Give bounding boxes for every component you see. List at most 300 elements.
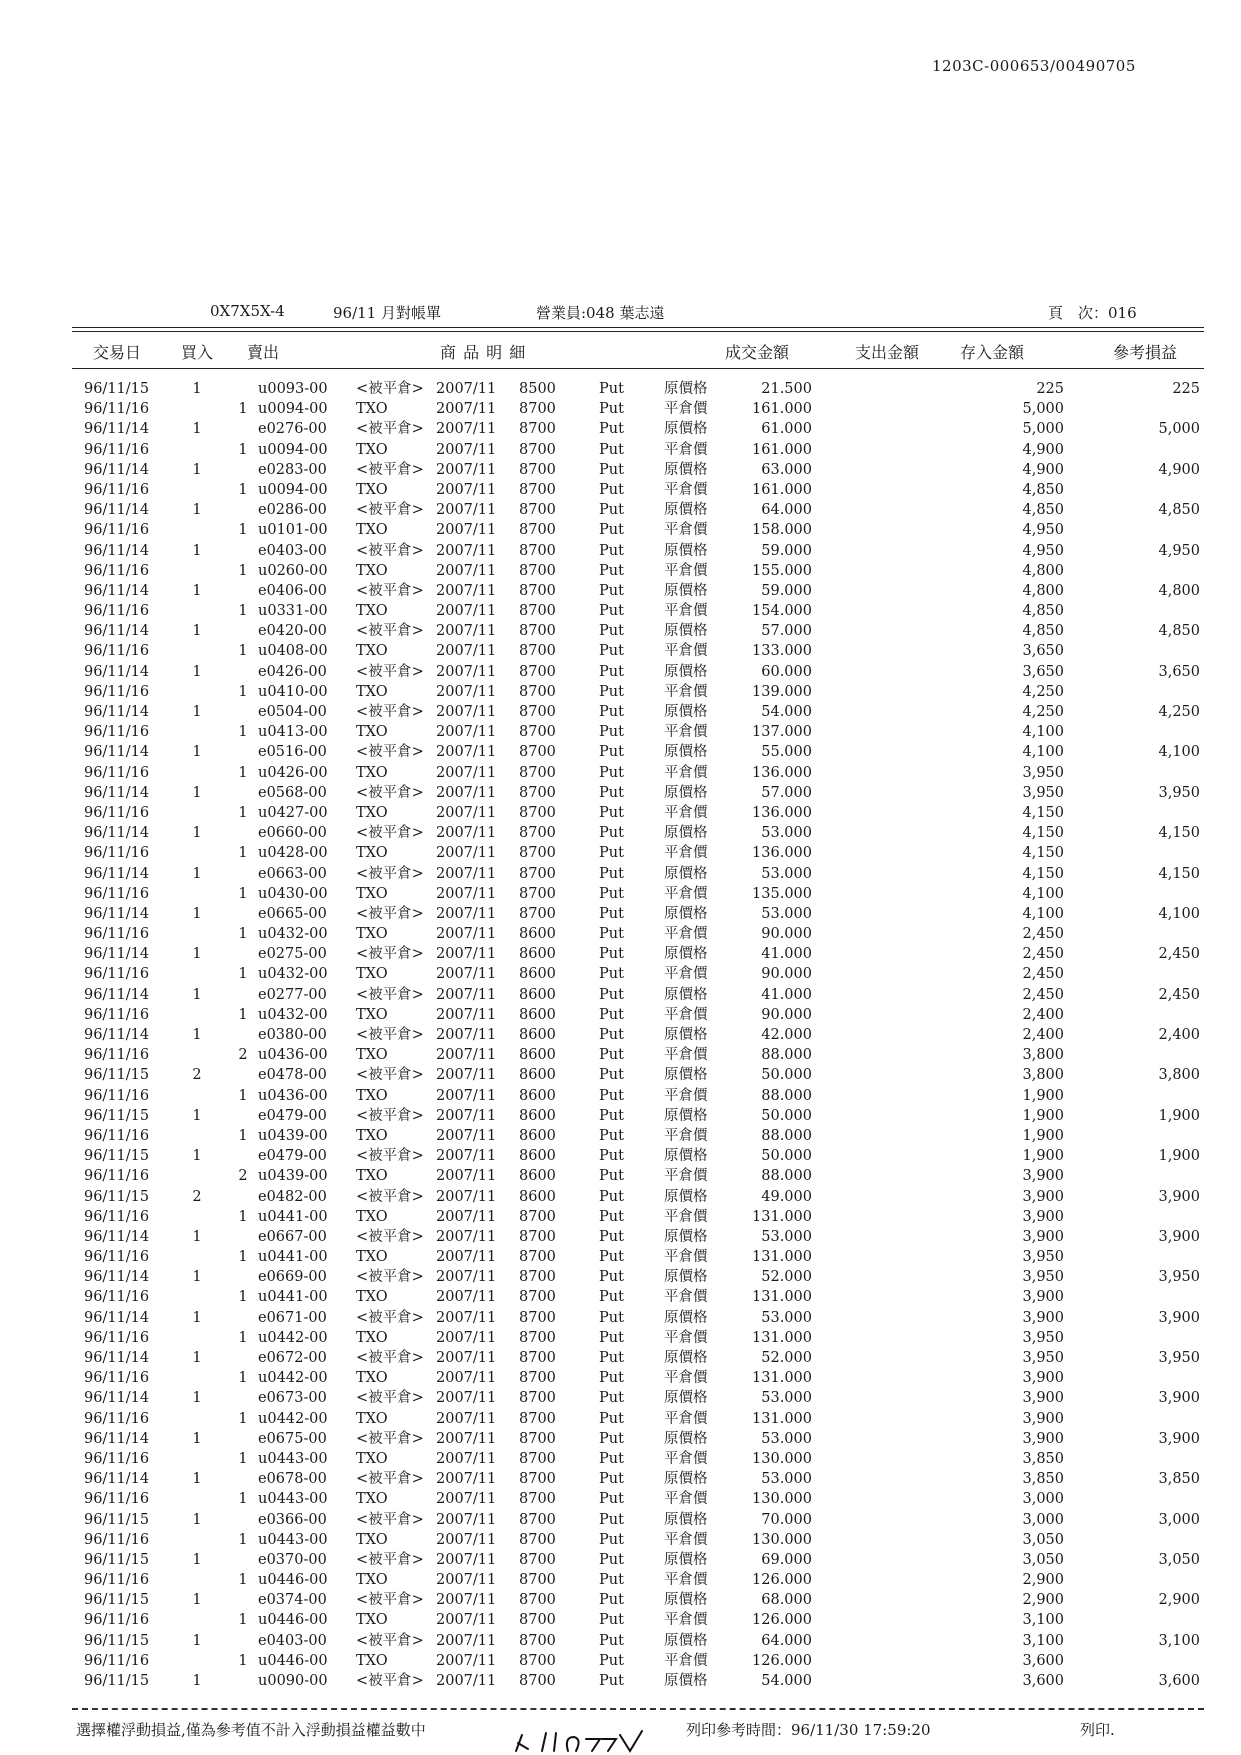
order-code: e0478-00: [258, 1067, 327, 1084]
strike-price: 8700: [519, 582, 556, 599]
deposit-amount: 4,150: [1022, 804, 1064, 821]
contract-month: 2007/11: [436, 966, 497, 983]
trade-date: 96/11/16: [84, 1612, 150, 1629]
strike-price: 8700: [519, 1289, 556, 1306]
trade-price: 55.000: [761, 744, 812, 761]
table-row: [0, 1086, 1241, 1106]
sell-qty: 1: [238, 764, 248, 781]
reference-pnl: 4,150: [1158, 865, 1200, 882]
trade-price: 155.000: [752, 562, 812, 579]
price-label: 原價格: [664, 744, 708, 761]
table-row: [0, 1005, 1241, 1025]
strike-price: 8700: [519, 441, 556, 458]
table-row: [0, 1409, 1241, 1429]
order-code: u0446-00: [258, 1652, 328, 1669]
strike-price: 8700: [519, 704, 556, 720]
trade-price: 57.000: [761, 784, 812, 801]
reference-pnl: 2,450: [1158, 986, 1200, 1003]
trade-price: 161.000: [752, 401, 812, 418]
order-code: e0675-00: [258, 1430, 327, 1447]
price-label: 原價格: [664, 1673, 708, 1689]
reference-pnl: 2,400: [1158, 1027, 1200, 1043]
trade-price: 90.000: [761, 966, 812, 983]
price-label: 原價格: [664, 784, 708, 801]
trade-price: 154.000: [752, 603, 812, 620]
contract-month: 2007/11: [436, 1249, 497, 1266]
price-label: 平倉價: [664, 845, 708, 862]
product-tag: TXO: [356, 966, 388, 983]
option-type: Put: [599, 1208, 624, 1225]
option-type: Put: [599, 1410, 624, 1427]
trade-price: 131.000: [752, 1289, 812, 1306]
contract-month: 2007/11: [436, 1370, 497, 1387]
contract-month: 2007/11: [436, 562, 497, 579]
trade-date: 96/11/14: [84, 542, 150, 559]
trade-date: 96/11/16: [84, 724, 150, 741]
trade-price: 53.000: [761, 1430, 812, 1447]
col-trade-date: 交易日: [93, 343, 142, 362]
trade-date: 96/11/16: [84, 804, 150, 821]
contract-month: 2007/11: [436, 1289, 497, 1306]
reference-pnl: 3,900: [1158, 1228, 1200, 1245]
option-type: Put: [599, 603, 624, 620]
column-headers: [0, 340, 1241, 362]
price-label: 原價格: [664, 663, 708, 680]
sell-qty: 1: [238, 1329, 248, 1346]
table-row: [0, 1287, 1241, 1307]
deposit-amount: 4,950: [1022, 542, 1064, 559]
option-type: Put: [599, 1067, 624, 1084]
price-label: 平倉價: [664, 481, 708, 498]
option-type: Put: [599, 865, 624, 882]
strike-price: 8700: [519, 542, 556, 559]
product-tag: TXO: [356, 764, 388, 781]
contract-month: 2007/11: [436, 946, 497, 963]
price-label: 平倉價: [664, 562, 708, 579]
trade-price: 59.000: [761, 542, 812, 559]
contract-month: 2007/11: [436, 784, 497, 801]
price-label: 平倉價: [664, 1572, 708, 1589]
product-tag: TXO: [356, 724, 388, 741]
trade-date: 96/11/16: [84, 1329, 150, 1346]
order-code: u0442-00: [258, 1410, 328, 1427]
product-tag: <被平倉>: [356, 542, 424, 559]
table-row: [0, 682, 1241, 702]
contract-month: 2007/11: [436, 1329, 497, 1346]
trade-date: 96/11/14: [84, 1269, 150, 1286]
strike-price: 8700: [519, 1592, 556, 1609]
reference-pnl: 3,900: [1158, 1430, 1200, 1447]
order-code: e0663-00: [258, 865, 327, 882]
page-number: 頁 次：016: [1048, 304, 1137, 322]
price-label: 平倉價: [664, 683, 708, 700]
contract-month: 2007/11: [436, 1107, 497, 1124]
buy-qty: 1: [192, 825, 202, 842]
reference-pnl: 4,800: [1158, 582, 1200, 599]
trade-price: 54.000: [761, 704, 812, 720]
contract-month: 2007/11: [436, 582, 497, 599]
print-time: 列印參考時間：96/11/30 17:59:20: [686, 1721, 931, 1739]
table-row: [0, 823, 1241, 843]
option-type: Put: [599, 1592, 624, 1609]
contract-month: 2007/11: [436, 845, 497, 862]
price-label: 原價格: [664, 542, 708, 559]
price-label: 原價格: [664, 582, 708, 599]
trade-price: 136.000: [752, 845, 812, 862]
contract-month: 2007/11: [436, 401, 497, 418]
trade-price: 53.000: [761, 1471, 812, 1488]
strike-price: 8600: [519, 1006, 556, 1023]
trade-price: 88.000: [761, 1087, 812, 1104]
strike-price: 8700: [519, 744, 556, 761]
sell-qty: 2: [238, 1047, 248, 1064]
trade-date: 96/11/14: [84, 623, 150, 640]
trade-date: 96/11/16: [84, 1531, 150, 1548]
buy-qty: 1: [192, 663, 202, 680]
order-code: e0286-00: [258, 502, 327, 519]
order-code: u0446-00: [258, 1572, 328, 1589]
trade-price: 53.000: [761, 1228, 812, 1245]
product-tag: TXO: [356, 562, 388, 579]
option-type: Put: [599, 885, 624, 902]
strike-price: 8700: [519, 1390, 556, 1407]
table-row: [0, 662, 1241, 682]
deposit-amount: 3,800: [1022, 1067, 1064, 1084]
contract-month: 2007/11: [436, 1269, 497, 1286]
order-code: u0439-00: [258, 1168, 328, 1185]
option-type: Put: [599, 1471, 624, 1488]
buy-qty: 1: [192, 784, 202, 801]
reference-pnl: 4,850: [1158, 623, 1200, 640]
trade-price: 126.000: [752, 1652, 812, 1669]
order-code: e0276-00: [258, 421, 327, 438]
table-row: [0, 985, 1241, 1005]
product-tag: <被平倉>: [356, 1309, 424, 1326]
product-tag: TXO: [356, 885, 388, 902]
strike-price: 8600: [519, 1127, 556, 1144]
strike-price: 8700: [519, 865, 556, 882]
price-label: 原價格: [664, 704, 708, 720]
table-row: [0, 1328, 1241, 1348]
trade-date: 96/11/14: [84, 1430, 150, 1447]
deposit-amount: 3,950: [1022, 764, 1064, 781]
deposit-amount: 4,100: [1022, 905, 1064, 922]
trade-date: 96/11/16: [84, 441, 150, 458]
price-label: 平倉價: [664, 1168, 708, 1185]
table-row: [0, 1267, 1241, 1287]
contract-month: 2007/11: [436, 542, 497, 559]
option-type: Put: [599, 1168, 624, 1185]
price-label: 平倉價: [664, 804, 708, 821]
product-tag: <被平倉>: [356, 905, 424, 922]
trade-date: 96/11/16: [84, 845, 150, 862]
table-row: [0, 1308, 1241, 1328]
trade-price: 90.000: [761, 1006, 812, 1023]
trade-price: 133.000: [752, 643, 812, 660]
product-tag: TXO: [356, 603, 388, 620]
order-code: e0420-00: [258, 623, 327, 640]
product-tag: <被平倉>: [356, 623, 424, 640]
deposit-amount: 3,000: [1022, 1491, 1064, 1508]
price-label: 原價格: [664, 1592, 708, 1609]
deposit-amount: 3,650: [1022, 663, 1064, 680]
price-label: 原價格: [664, 1511, 708, 1528]
order-code: e0671-00: [258, 1309, 327, 1326]
order-code: e0673-00: [258, 1390, 327, 1407]
trade-date: 96/11/16: [84, 1450, 150, 1467]
order-code: u0442-00: [258, 1370, 328, 1387]
trade-date: 96/11/16: [84, 885, 150, 902]
option-type: Put: [599, 1309, 624, 1326]
deposit-amount: 5,000: [1022, 421, 1064, 438]
strike-price: 8500: [519, 381, 556, 397]
order-code: u0436-00: [258, 1047, 328, 1064]
table-row: [0, 1227, 1241, 1247]
trade-price: 126.000: [752, 1612, 812, 1629]
table-row: [0, 1429, 1241, 1449]
product-tag: TXO: [356, 683, 388, 700]
order-code: u0260-00: [258, 562, 328, 579]
option-type: Put: [599, 926, 624, 943]
price-label: 原價格: [664, 1309, 708, 1326]
product-tag: TXO: [356, 441, 388, 458]
product-tag: <被平倉>: [356, 1269, 424, 1286]
table-row: [0, 1106, 1241, 1126]
contract-month: 2007/11: [436, 1592, 497, 1609]
order-code: u0101-00: [258, 522, 328, 539]
strike-price: 8600: [519, 1168, 556, 1185]
sell-qty: 1: [238, 1612, 248, 1629]
order-code: u0428-00: [258, 845, 328, 862]
option-type: Put: [599, 421, 624, 438]
option-type: Put: [599, 946, 624, 963]
trade-price: 88.000: [761, 1127, 812, 1144]
contract-month: 2007/11: [436, 1531, 497, 1548]
contract-month: 2007/11: [436, 885, 497, 902]
option-type: Put: [599, 1491, 624, 1508]
table-row: [0, 1469, 1241, 1489]
sell-qty: 1: [238, 522, 248, 539]
order-code: u0094-00: [258, 481, 328, 498]
deposit-amount: 3,900: [1022, 1430, 1064, 1447]
product-tag: TXO: [356, 401, 388, 418]
price-label: 平倉價: [664, 1047, 708, 1064]
order-code: e0426-00: [258, 663, 327, 680]
table-row: [0, 884, 1241, 904]
trade-date: 96/11/16: [84, 1249, 150, 1266]
option-type: Put: [599, 1551, 624, 1568]
contract-month: 2007/11: [436, 986, 497, 1003]
header-rule-top: [72, 327, 1204, 332]
price-label: 平倉價: [664, 1491, 708, 1508]
trade-price: 131.000: [752, 1370, 812, 1387]
deposit-amount: 3,600: [1022, 1652, 1064, 1669]
strike-price: 8700: [519, 1612, 556, 1629]
trade-date: 96/11/14: [84, 744, 150, 761]
trade-date: 96/11/16: [84, 603, 150, 620]
sell-qty: 1: [238, 1208, 248, 1225]
buy-qty: 1: [192, 1551, 202, 1568]
strike-price: 8700: [519, 421, 556, 438]
product-tag: TXO: [356, 845, 388, 862]
table-row: [0, 480, 1241, 500]
trade-price: 131.000: [752, 1249, 812, 1266]
trade-date: 96/11/16: [84, 1047, 150, 1064]
price-label: 原價格: [664, 825, 708, 842]
price-label: 平倉價: [664, 603, 708, 620]
option-type: Put: [599, 643, 624, 660]
buy-qty: 1: [192, 865, 202, 882]
col-buy: 買入: [181, 343, 214, 362]
strike-price: 8700: [519, 1551, 556, 1568]
strike-price: 8700: [519, 1531, 556, 1548]
reference-pnl: 2,900: [1158, 1592, 1200, 1609]
contract-month: 2007/11: [436, 905, 497, 922]
strike-price: 8700: [519, 764, 556, 781]
deposit-amount: 2,450: [1022, 926, 1064, 943]
strike-price: 8600: [519, 1107, 556, 1124]
buy-qty: 1: [192, 1430, 202, 1447]
product-tag: <被平倉>: [356, 744, 424, 761]
option-type: Put: [599, 1652, 624, 1669]
table-row: [0, 1550, 1241, 1570]
buy-qty: 1: [192, 744, 202, 761]
sell-qty: 1: [238, 481, 248, 498]
order-code: e0479-00: [258, 1148, 327, 1165]
contract-month: 2007/11: [436, 663, 497, 680]
strike-price: 8700: [519, 724, 556, 741]
option-type: Put: [599, 1531, 624, 1548]
trade-date: 96/11/15: [84, 1148, 150, 1165]
table-row: [0, 1207, 1241, 1227]
trade-price: 59.000: [761, 582, 812, 599]
option-type: Put: [599, 1370, 624, 1387]
product-tag: <被平倉>: [356, 421, 424, 438]
reference-pnl: 4,950: [1158, 542, 1200, 559]
product-tag: <被平倉>: [356, 1471, 424, 1488]
order-code: u0443-00: [258, 1491, 328, 1508]
option-type: Put: [599, 704, 624, 720]
contract-month: 2007/11: [436, 481, 497, 498]
product-tag: <被平倉>: [356, 1673, 424, 1689]
contract-month: 2007/11: [436, 623, 497, 640]
order-code: u0410-00: [258, 683, 328, 700]
price-label: 平倉價: [664, 1329, 708, 1346]
table-row: [0, 1045, 1241, 1065]
product-tag: <被平倉>: [356, 1511, 424, 1528]
trade-date: 96/11/16: [84, 1652, 150, 1669]
product-tag: TXO: [356, 1491, 388, 1508]
order-code: u0432-00: [258, 1006, 328, 1023]
option-type: Put: [599, 825, 624, 842]
option-type: Put: [599, 1390, 624, 1407]
product-tag: TXO: [356, 1370, 388, 1387]
trade-date: 96/11/14: [84, 421, 150, 438]
product-tag: TXO: [356, 1087, 388, 1104]
header-rule-bottom: [72, 368, 1204, 369]
strike-price: 8600: [519, 1188, 556, 1205]
trade-price: 53.000: [761, 825, 812, 842]
trade-price: 69.000: [761, 1551, 812, 1568]
trade-date: 96/11/16: [84, 1572, 150, 1589]
strike-price: 8700: [519, 1471, 556, 1488]
order-code: u0430-00: [258, 885, 328, 902]
trade-price: 21.500: [761, 381, 812, 397]
contract-month: 2007/11: [436, 1551, 497, 1568]
strike-price: 8700: [519, 1673, 556, 1689]
order-code: u0441-00: [258, 1208, 328, 1225]
strike-price: 8700: [519, 1430, 556, 1447]
reference-pnl: 3,100: [1158, 1632, 1200, 1649]
order-code: e0665-00: [258, 905, 327, 922]
deposit-amount: 4,150: [1022, 825, 1064, 842]
deposit-amount: 3,950: [1022, 784, 1064, 801]
option-type: Put: [599, 1087, 624, 1104]
table-row: [0, 500, 1241, 520]
strike-price: 8700: [519, 461, 556, 478]
strike-price: 8700: [519, 1652, 556, 1669]
deposit-amount: 4,900: [1022, 461, 1064, 478]
order-code: u0331-00: [258, 603, 328, 620]
handwritten-mark: [512, 1721, 652, 1755]
strike-price: 8600: [519, 1087, 556, 1104]
trade-price: 42.000: [761, 1027, 812, 1043]
deposit-amount: 2,900: [1022, 1572, 1064, 1589]
trade-price: 161.000: [752, 481, 812, 498]
deposit-amount: 4,850: [1022, 502, 1064, 519]
col-deposit-amount: 存入金額: [960, 343, 1025, 362]
strike-price: 8700: [519, 603, 556, 620]
price-label: 原價格: [664, 1551, 708, 1568]
order-code: u0427-00: [258, 804, 328, 821]
reference-pnl: 5,000: [1158, 421, 1200, 438]
trade-date: 96/11/14: [84, 905, 150, 922]
product-tag: <被平倉>: [356, 1551, 424, 1568]
deposit-amount: 3,100: [1022, 1632, 1064, 1649]
order-code: e0275-00: [258, 946, 327, 963]
buy-qty: 1: [192, 704, 202, 720]
reference-pnl: 2,450: [1158, 946, 1200, 963]
product-tag: TXO: [356, 1047, 388, 1064]
table-row: [0, 803, 1241, 823]
deposit-amount: 4,250: [1022, 704, 1064, 720]
trade-price: 54.000: [761, 1673, 812, 1689]
strike-price: 8700: [519, 1228, 556, 1245]
strike-price: 8700: [519, 522, 556, 539]
price-label: 原價格: [664, 1188, 708, 1205]
table-row: [0, 904, 1241, 924]
contract-month: 2007/11: [436, 1127, 497, 1144]
deposit-amount: 3,950: [1022, 1350, 1064, 1366]
trade-price: 52.000: [761, 1269, 812, 1286]
option-type: Put: [599, 764, 624, 781]
product-tag: <被平倉>: [356, 1107, 424, 1124]
buy-qty: 1: [192, 1632, 202, 1649]
trade-date: 96/11/14: [84, 825, 150, 842]
sell-qty: 1: [238, 562, 248, 579]
reference-pnl: 1,900: [1158, 1107, 1200, 1124]
sell-qty: 1: [238, 1249, 248, 1266]
order-code: e0374-00: [258, 1592, 327, 1609]
trade-price: 135.000: [752, 885, 812, 902]
trade-date: 96/11/14: [84, 1228, 150, 1245]
product-tag: TXO: [356, 926, 388, 943]
trade-price: 88.000: [761, 1047, 812, 1064]
option-type: Put: [599, 502, 624, 519]
deposit-amount: 4,100: [1022, 724, 1064, 741]
deposit-amount: 1,900: [1022, 1148, 1064, 1165]
reference-pnl: 3,800: [1158, 1067, 1200, 1084]
